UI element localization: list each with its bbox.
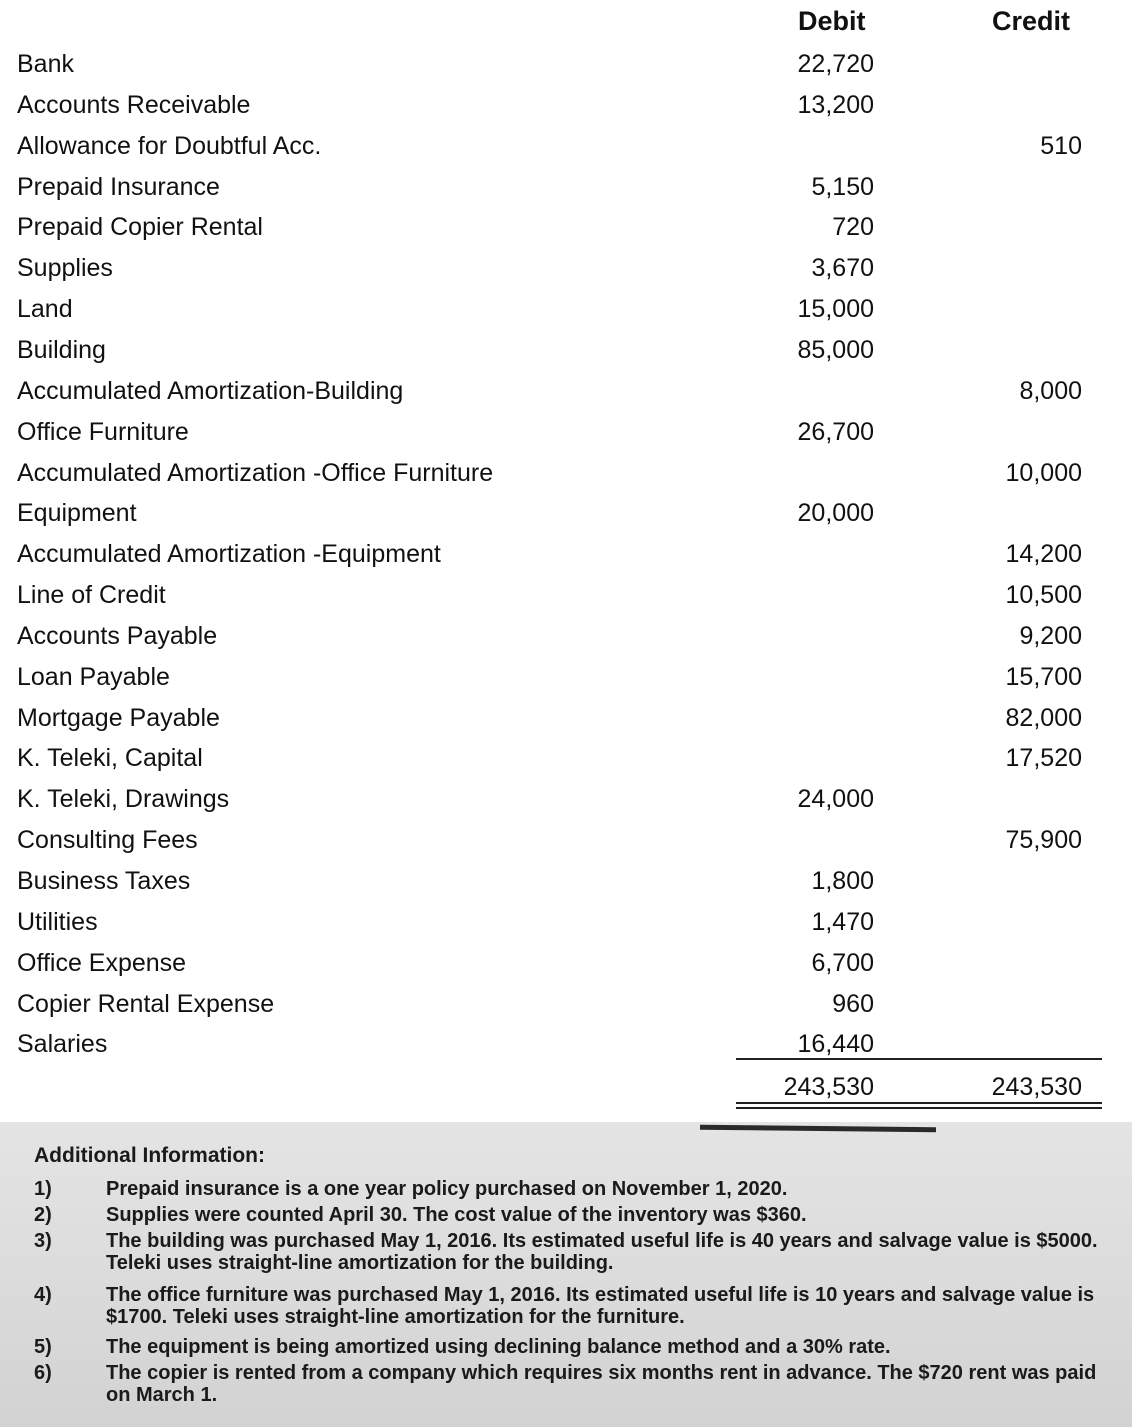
- table-row: [0, 167, 1146, 208]
- table-row: [0, 289, 1146, 330]
- debit-amount: 5,150: [811, 172, 874, 201]
- debit-amount: 3,670: [811, 254, 874, 283]
- debit-amount: 13,200: [797, 90, 874, 119]
- table-row: [0, 493, 1146, 534]
- table-row: [0, 534, 1146, 575]
- account-name: Salaries: [17, 1030, 108, 1059]
- info-item-number: 4): [34, 1284, 52, 1306]
- account-name: Mortgage Payable: [17, 703, 220, 732]
- credit-amount: 82,000: [1005, 703, 1082, 732]
- table-row: [0, 779, 1146, 820]
- account-name: Bank: [17, 50, 74, 78]
- table-row: [0, 820, 1146, 861]
- credit-header: Credit: [992, 6, 1071, 36]
- info-item-number: 6): [34, 1362, 52, 1384]
- debit-amount: 720: [832, 213, 874, 242]
- table-row: [0, 453, 1146, 494]
- table-row: [0, 575, 1146, 616]
- credit-amount: 10,000: [1005, 458, 1082, 487]
- total-rule-bottom: [736, 1107, 1102, 1109]
- account-name: K. Teleki, Drawings: [17, 785, 230, 814]
- info-item-text: The building was purchased May 1, 2016. Its estimated useful life is 40 years and salvage value is $5000. Teleki uses straight-line amortization for the building.: [106, 1230, 1098, 1274]
- account-name: Building: [17, 335, 106, 364]
- credit-amount: 9,200: [1019, 621, 1082, 650]
- debit-amount: 20,000: [797, 499, 874, 528]
- account-name: Prepaid Insurance: [17, 172, 220, 201]
- info-item-text: The equipment is being amortized using declining balance method and a 30% rate.: [106, 1336, 891, 1358]
- total-rule-top: [736, 1102, 1102, 1104]
- table-row: [0, 126, 1146, 167]
- account-name: Copier Rental Expense: [17, 989, 275, 1018]
- credit-amount: 14,200: [1005, 540, 1082, 569]
- account-name: Land: [17, 295, 73, 324]
- info-item-number: 2): [34, 1204, 52, 1226]
- debit-amount: 15,000: [797, 295, 874, 324]
- info-item-text: The copier is rented from a company which requires six months rent in advance. The $720 rent was paid on March 1.: [106, 1362, 1097, 1406]
- total-debit: 243,530: [783, 1073, 874, 1101]
- table-row: [0, 902, 1146, 943]
- info-item-number: 1): [34, 1178, 52, 1200]
- debit-amount: 24,000: [797, 785, 874, 814]
- table-row: [0, 412, 1146, 453]
- table-row: [0, 85, 1146, 126]
- credit-amount: 510: [1040, 131, 1082, 160]
- account-name: Utilities: [17, 907, 98, 936]
- account-name: Office Expense: [17, 948, 187, 977]
- info-item-number: 5): [34, 1336, 52, 1358]
- additional-information-photo: [0, 1122, 1132, 1427]
- total-credit: 243,530: [991, 1073, 1082, 1101]
- photo-edge-mark: [700, 1125, 936, 1132]
- subtotal-rule: [736, 1058, 1102, 1060]
- debit-amount: 1,800: [811, 867, 874, 895]
- debit-amount: 6,700: [811, 948, 874, 977]
- account-name: Consulting Fees: [17, 826, 198, 855]
- table-row: [0, 984, 1146, 1025]
- credit-amount: 75,900: [1005, 826, 1082, 855]
- account-name: Accumulated Amortization -Office Furniture: [17, 458, 494, 487]
- account-name: Office Furniture: [17, 417, 189, 446]
- account-name: Accounts Payable: [17, 621, 218, 650]
- account-name: Allowance for Doubtful Acc.: [17, 131, 322, 160]
- account-name: Loan Payable: [17, 662, 170, 691]
- table-row: [0, 861, 1146, 902]
- account-name: Line of Credit: [17, 581, 166, 610]
- account-name: Accounts Receivable: [17, 90, 251, 119]
- debit-amount: 85,000: [797, 335, 874, 364]
- table-row: [0, 207, 1146, 248]
- account-name: K. Teleki, Capital: [17, 744, 203, 773]
- debit-amount: 960: [832, 989, 874, 1018]
- info-item-number: 3): [34, 1230, 52, 1252]
- table-row: [0, 657, 1146, 698]
- account-name: Accumulated Amortization-Building: [17, 376, 404, 405]
- debit-amount: 16,440: [797, 1030, 874, 1059]
- account-name: Supplies: [17, 254, 113, 283]
- account-name: Business Taxes: [17, 867, 191, 895]
- table-row: [0, 44, 1146, 85]
- credit-amount: 8,000: [1019, 376, 1082, 405]
- debit-amount: 1,470: [811, 907, 874, 936]
- table-row: [0, 943, 1146, 984]
- credit-amount: 17,520: [1005, 744, 1082, 773]
- credit-amount: 10,500: [1005, 581, 1082, 610]
- additional-info-title: Additional Information:: [34, 1144, 265, 1167]
- debit-amount: 26,700: [797, 417, 874, 446]
- table-row: [0, 698, 1146, 739]
- debit-amount: 22,720: [797, 50, 874, 78]
- table-row: [0, 616, 1146, 657]
- table-row: [0, 330, 1146, 371]
- info-item-text: The office furniture was purchased May 1, 2016. Its estimated useful life is 10 years and salvage value is $1700. Teleki uses straight-line amortization for the furniture.: [106, 1284, 1095, 1328]
- table-row: [0, 248, 1146, 289]
- credit-amount: 15,700: [1005, 662, 1082, 691]
- table-row: [0, 738, 1146, 779]
- debit-header: Debit: [798, 6, 866, 36]
- table-row: [0, 371, 1146, 412]
- info-item-text: Supplies were counted April 30. The cost value of the inventory was $360.: [106, 1204, 807, 1226]
- account-name: Prepaid Copier Rental: [17, 213, 263, 242]
- account-name: Equipment: [17, 499, 137, 528]
- account-name: Accumulated Amortization -Equipment: [17, 540, 441, 569]
- info-item-text: Prepaid insurance is a one year policy purchased on November 1, 2020.: [106, 1178, 788, 1200]
